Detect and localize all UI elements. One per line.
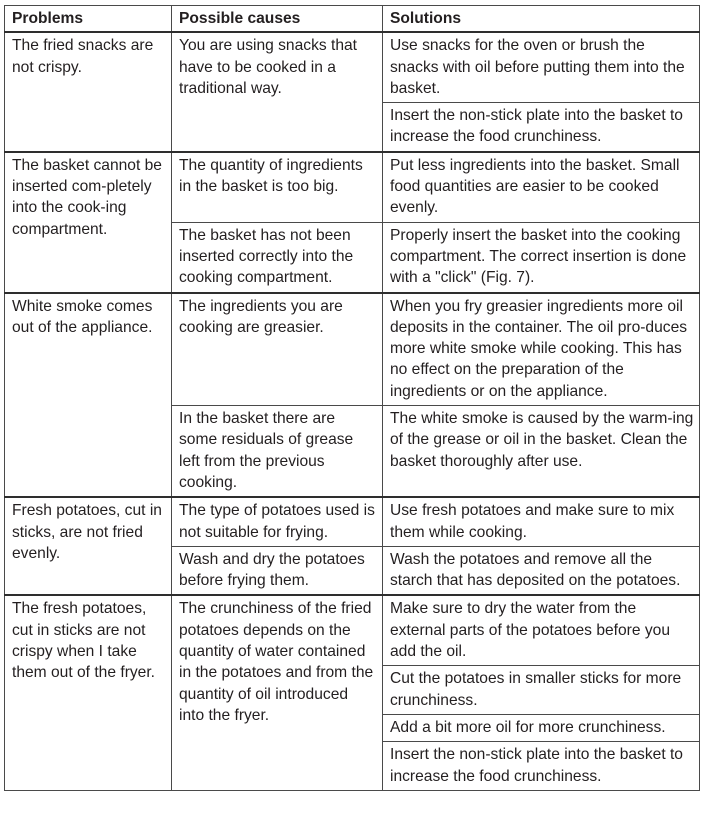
solution-cell: When you fry greasier ingredients more oil deposits in the container. The oil pro-duces more white smoke while cooking. This has no effect on the preparation of the ingredients or on the appliance. <box>383 293 700 406</box>
cause-cell: Wash and dry the potatoes before frying them. <box>172 546 383 595</box>
solution-cell: Add a bit more oil for more crunchiness. <box>383 714 700 741</box>
table-row <box>5 595 700 665</box>
cause-cell: You are using snacks that have to be cooked in a traditional way. <box>172 32 383 151</box>
cause-cell: The ingredients you are cooking are greasier. <box>172 293 383 406</box>
solution-cell: Put less ingredients into the basket. Small food quantities are easier to be cooked evenly. <box>383 152 700 222</box>
problem-cell: The fried snacks are not crispy. <box>5 32 172 151</box>
table-row <box>5 32 700 102</box>
solution-cell: Cut the potatoes in smaller sticks for more crunchiness. <box>383 666 700 715</box>
solution-cell: Use fresh potatoes and make sure to mix them while cooking. <box>383 497 700 546</box>
solution-cell: Insert the non-stick plate into the basket to increase the food crunchiness. <box>383 742 700 791</box>
header-possible-causes: Possible causes <box>172 6 383 33</box>
solution-cell: Use snacks for the oven or brush the snacks with oil before putting them into the basket. <box>383 32 700 102</box>
cause-cell: The type of potatoes used is not suitable for frying. <box>172 497 383 546</box>
solution-cell: Make sure to dry the water from the external parts of the potatoes before you add the oil. <box>383 595 700 665</box>
problem-cell: The basket cannot be inserted com-pletely into the cook-ing compartment. <box>5 152 172 293</box>
problem-cell: Fresh potatoes, cut in sticks, are not fried evenly. <box>5 497 172 595</box>
header-solutions: Solutions <box>383 6 700 33</box>
cause-cell: The crunchiness of the fried potatoes depends on the quantity of water contained in the potatoes and from the quantity of oil introduced into the fryer. <box>172 595 383 790</box>
solution-cell: Insert the non-stick plate into the basket to increase the food crunchiness. <box>383 103 700 152</box>
table-header-row <box>5 6 700 33</box>
problem-cell: White smoke comes out of the appliance. <box>5 293 172 498</box>
cause-cell: In the basket there are some residuals of grease left from the previous cooking. <box>172 406 383 498</box>
table-row <box>5 293 700 406</box>
solution-cell: Wash the potatoes and remove all the starch that has deposited on the potatoes. <box>383 546 700 595</box>
cause-cell: The quantity of ingredients in the basket is too big. <box>172 152 383 222</box>
solution-cell: The white smoke is caused by the warm-ing of the grease or oil in the basket. Clean the basket thoroughly after use. <box>383 406 700 498</box>
problem-cell: The fresh potatoes, cut in sticks are not crispy when I take them out of the fryer. <box>5 595 172 790</box>
cause-cell: The basket has not been inserted correctly into the cooking compartment. <box>172 222 383 292</box>
table-row <box>5 152 700 222</box>
solution-cell: Properly insert the basket into the cooking compartment. The correct insertion is done with a "click" (Fig. 7). <box>383 222 700 292</box>
troubleshooting-table <box>4 5 700 791</box>
header-problems: Problems <box>5 6 172 33</box>
table-row <box>5 497 700 546</box>
